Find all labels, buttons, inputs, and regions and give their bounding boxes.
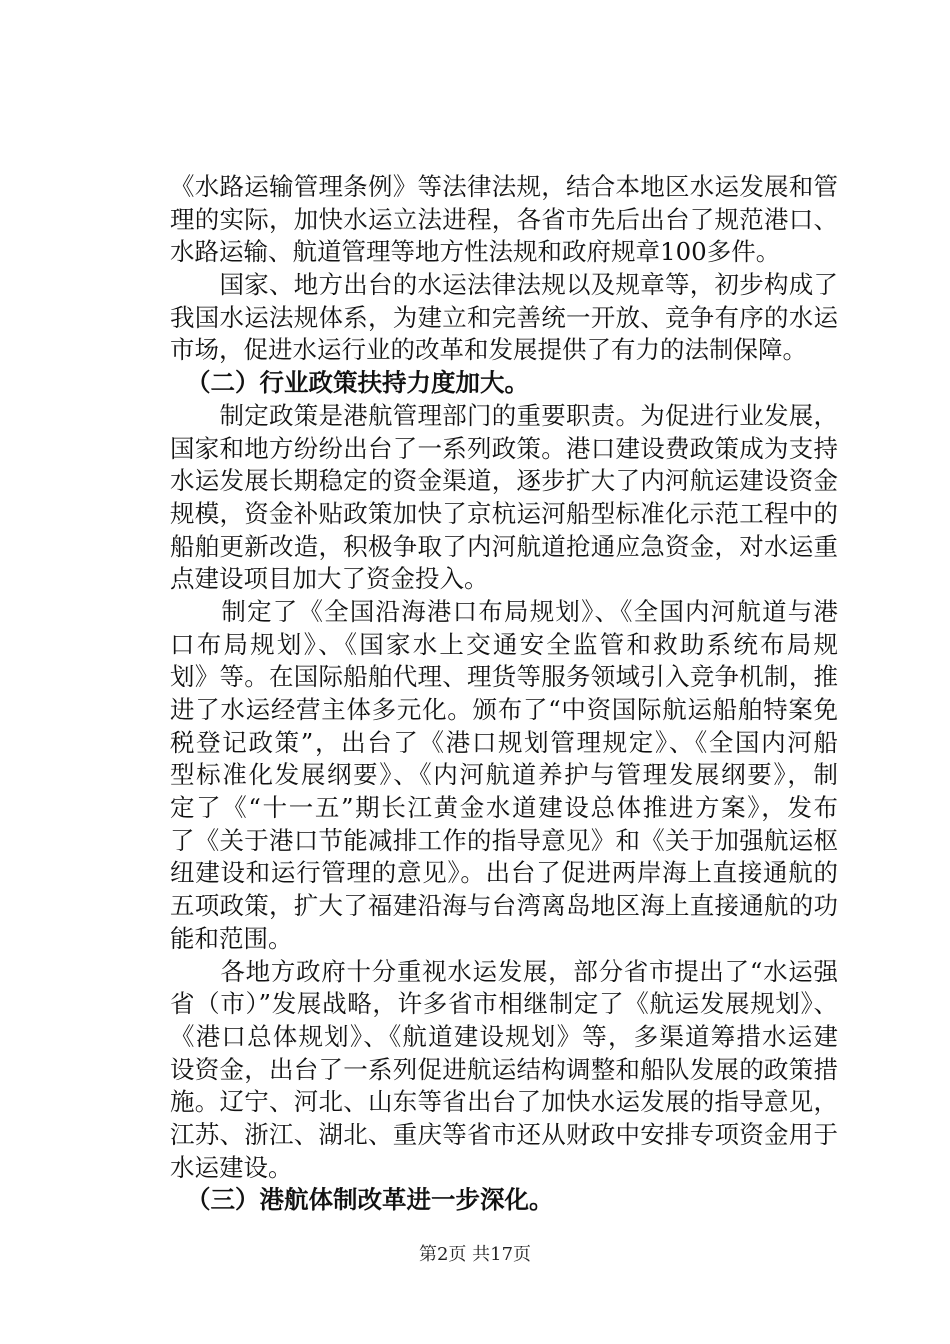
text-line: 纽建设和运行管理的意见》。出台了促进两岸海上直接通航的 <box>170 858 838 888</box>
text-line: 进了水运经营主体多元化。颁布了“中资国际航运船舶特案免 <box>170 695 838 724</box>
text-line: 理的实际，加快水运立法进程，各省市先后出台了规范港口、 <box>170 204 838 234</box>
text-line: 市场，促进水运行业的改革和发展提供了有力的法制保障。 <box>170 335 807 365</box>
text-line: 划》等。在国际船舶代理、理货等服务领域引入竞争机制，推 <box>170 662 838 692</box>
text-line: 施。辽宁、河北、山东等省出台了加快水运发展的指导意见， <box>170 1087 838 1117</box>
text-line: 定了《“十一五”期长江黄金水道建设总体推进方案》，发布 <box>170 793 838 823</box>
text-line: 《水路运输管理条例》等法律法规，结合本地区水运发展和管 <box>170 172 838 201</box>
section-heading: （二）行业政策扶持力度加大。 <box>186 368 529 398</box>
text-line: 税登记政策”，出台了《港口规划管理规定》、《全国内河船 <box>170 727 838 757</box>
text-line: 了《关于港口节能减排工作的指导意见》和《关于加强航运枢 <box>170 825 838 855</box>
text-line: 省（市）”发展战略，许多省市相继制定了《航运发展规划》、 <box>170 989 838 1019</box>
text-line: 口布局规划》、《国家水上交通安全监管和救助系统布局规 <box>170 629 838 659</box>
section-heading: （三）港航体制改革进一步深化。 <box>186 1185 554 1215</box>
text-line: 国家和地方纷纷出台了一系列政策。港口建设费政策成为支持 <box>170 433 838 463</box>
document-body <box>170 171 838 1217</box>
text-line: 制定政策是港航管理部门的重要职责。为促进行业发展， <box>170 400 838 430</box>
text-line: 我国水运法规体系，为建立和完善统一开放、竞争有序的水运 <box>170 302 838 332</box>
text-line: 《港口总体规划》、《航道建设规划》等，多渠道筹措水运建 <box>170 1021 838 1051</box>
text-line: 水路运输、航道管理等地方性法规和政府规章100多件。 <box>170 237 781 267</box>
text-line: 规模，资金补贴政策加快了京杭运河船型标准化示范工程中的 <box>170 498 838 528</box>
text-line: 水运发展长期稳定的资金渠道，逐步扩大了内河航运建设资金 <box>170 466 838 496</box>
text-line: 江苏、浙江、湖北、重庆等省市还从财政中安排专项资金用于 <box>170 1119 838 1149</box>
text-line: 水运建设。 <box>170 1152 293 1182</box>
text-line: 型标准化发展纲要》、《内河航道养护与管理发展纲要》，制 <box>170 760 838 790</box>
text-line: 船舶更新改造，积极争取了内河航道抢通应急资金，对水运重 <box>170 531 838 561</box>
text-line: 设资金，出台了一系列促进航运结构调整和船队发展的政策措 <box>170 1054 838 1084</box>
text-line: 点建设项目加大了资金投入。 <box>170 564 489 594</box>
text-line: 国家、地方出台的水运法律法规以及规章等，初步构成了 <box>170 270 838 300</box>
text-line: 能和范围。 <box>170 923 293 953</box>
text-line: 五项政策，扩大了福建沿海与台湾离岛地区海上直接通航的功 <box>170 891 838 921</box>
text-line: 制定了《全国沿海港口布局规划》、《全国内河航道与港 <box>170 596 838 626</box>
page-footer: 第2页 共17页 <box>418 1244 532 1265</box>
text-line: 各地方政府十分重视水运发展，部分省市提出了“水运强 <box>170 956 838 986</box>
